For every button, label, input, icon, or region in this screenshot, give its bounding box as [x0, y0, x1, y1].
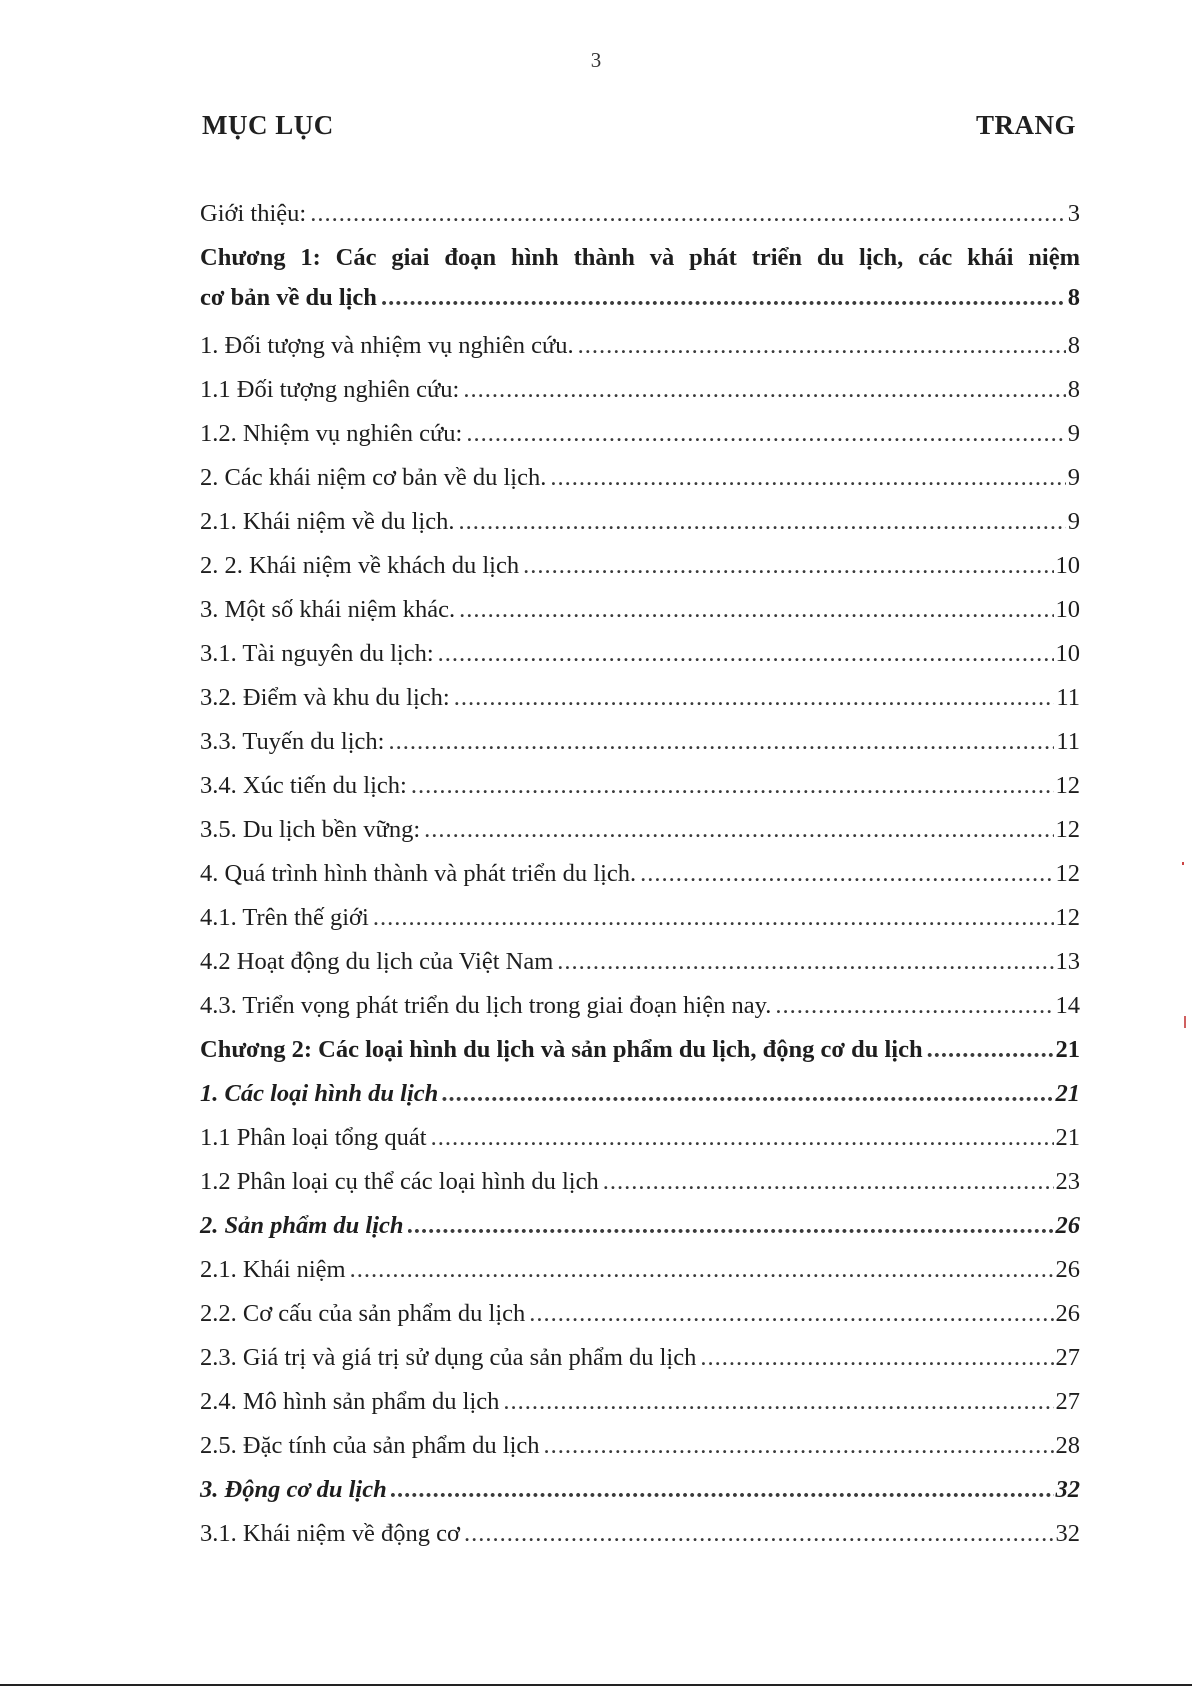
dot-leader	[640, 860, 1053, 888]
toc-entry-row	[200, 772, 1080, 800]
toc-entry-page: 8	[1067, 376, 1080, 403]
dot-leader	[442, 1080, 1053, 1108]
toc-entry-page: 27	[1055, 1388, 1080, 1415]
toc-entry-title: Chương 1: Các giai đoạn hình thành và phát triển du lịch, các khái niệm	[200, 244, 1080, 271]
toc-entry	[200, 1340, 1080, 1384]
toc-entry	[200, 1208, 1080, 1252]
toc-entry-row	[200, 1168, 1080, 1196]
toc-entry-page: 14	[1055, 992, 1080, 1019]
dot-leader	[408, 1212, 1054, 1240]
toc-entry	[200, 856, 1080, 900]
dot-leader	[544, 1432, 1054, 1460]
dot-leader	[310, 200, 1066, 228]
toc-entry-page: 21	[1055, 1036, 1080, 1063]
toc-entry-page: 32	[1055, 1476, 1080, 1503]
toc-entry-row	[200, 1300, 1080, 1328]
toc-entry-row	[200, 1256, 1080, 1284]
toc-entry-title: 2. Các khái niệm cơ bản về du lịch.	[200, 464, 547, 491]
dot-leader	[424, 816, 1053, 844]
toc-entry-page: 27	[1055, 1344, 1080, 1371]
toc-entry-row	[200, 464, 1080, 492]
toc-entry-row	[200, 1124, 1080, 1152]
toc-entry	[200, 1032, 1080, 1076]
toc-entry-page: 12	[1055, 860, 1080, 887]
dot-leader	[603, 1168, 1054, 1196]
dot-leader	[927, 1036, 1054, 1064]
toc-entry-row	[200, 728, 1080, 756]
toc-entry-title: 4.2 Hoạt động du lịch của Việt Nam	[200, 948, 554, 975]
toc-entry-row	[200, 332, 1080, 360]
toc-entry-title: 3.5. Du lịch bền vững:	[200, 816, 421, 843]
toc-entry	[200, 1164, 1080, 1208]
toc-entry-title: 1.1 Phân loại tổng quát	[200, 1124, 427, 1151]
dot-leader	[388, 728, 1054, 756]
toc-entry-page: 9	[1067, 464, 1080, 491]
toc-entry-page: 32	[1055, 1520, 1080, 1547]
toc-entry-row	[200, 552, 1080, 580]
toc-entry-title: 2.1. Khái niệm về du lịch.	[200, 508, 455, 535]
toc-entry-page: 8	[1067, 284, 1080, 311]
dot-leader	[381, 284, 1066, 312]
toc-entry	[200, 504, 1080, 548]
toc-entry-title: 2.2. Cơ cấu của sản phẩm du lịch	[200, 1300, 526, 1327]
toc-entry	[200, 768, 1080, 812]
toc-entry-page: 12	[1055, 772, 1080, 799]
toc-entry-page: 3	[1067, 200, 1080, 227]
toc-entry-page: 21	[1055, 1124, 1080, 1151]
toc-entry-row	[200, 376, 1080, 404]
toc-entry-title: 2. 2. Khái niệm về khách du lịch	[200, 552, 520, 579]
toc-entry-row	[200, 640, 1080, 668]
toc-entry-page: 9	[1067, 508, 1080, 535]
toc-entry	[200, 1076, 1080, 1120]
dot-leader	[463, 376, 1065, 404]
toc-entry-row	[200, 860, 1080, 888]
toc-entry-row	[200, 420, 1080, 448]
toc-entry	[200, 636, 1080, 680]
dot-leader	[391, 1476, 1054, 1504]
toc-entry-page: 23	[1055, 1168, 1080, 1195]
toc-entry-title: 2.1. Khái niệm	[200, 1256, 346, 1283]
toc-entry-title: 4. Quá trình hình thành và phát triển du lịch.	[200, 860, 637, 887]
toc-entry	[200, 988, 1080, 1032]
dot-leader	[438, 640, 1054, 668]
toc-entry-title: 3.3. Tuyến du lịch:	[200, 728, 385, 755]
toc-entry-title: 3.2. Điểm và khu du lịch:	[200, 684, 450, 711]
dot-leader	[459, 596, 1053, 624]
dot-leader	[550, 464, 1065, 492]
dot-leader	[578, 332, 1066, 360]
page-number: 3	[590, 48, 602, 72]
toc-entry	[200, 1472, 1080, 1516]
toc-entry-row	[200, 200, 1080, 228]
toc-entry-row	[200, 1212, 1080, 1240]
scan-artifact	[1184, 1016, 1186, 1028]
toc-entry-page: 11	[1056, 684, 1080, 711]
toc-entry-page: 21	[1055, 1080, 1080, 1107]
toc-entry-row	[200, 1476, 1080, 1504]
toc-title: MỤC LỤC	[202, 110, 334, 140]
toc-entry-page: 8	[1067, 332, 1080, 359]
dot-leader	[431, 1124, 1054, 1152]
dot-leader	[350, 1256, 1054, 1284]
toc-entry-title: 1.2. Nhiệm vụ nghiên cứu:	[200, 420, 463, 447]
toc-entry	[200, 1428, 1080, 1472]
toc-entry-title: 2. Sản phẩm du lịch	[200, 1212, 404, 1239]
toc-entry-title: 1. Các loại hình du lịch	[200, 1080, 439, 1107]
toc-entry-title: 2.4. Mô hình sản phẩm du lịch	[200, 1388, 500, 1415]
dot-leader	[700, 1344, 1053, 1372]
toc-entry	[200, 328, 1080, 372]
toc-entry-page: 13	[1055, 948, 1080, 975]
toc-entry-title: 2.3. Giá trị và giá trị sử dụng của sản phẩm du lịch	[200, 1344, 697, 1371]
toc-entry	[200, 460, 1080, 504]
toc-entry-page: 12	[1055, 816, 1080, 843]
toc-entry-row	[200, 1388, 1080, 1416]
toc-entry-title: 4.1. Trên thế giới	[200, 904, 369, 931]
toc-entry	[200, 548, 1080, 592]
toc-entry-page: 9	[1067, 420, 1080, 447]
toc-entry	[200, 900, 1080, 944]
toc-entry-title: 1.2 Phân loại cụ thể các loại hình du lịch	[200, 1168, 599, 1195]
dot-leader	[557, 948, 1053, 976]
toc-entry-page: 11	[1056, 728, 1080, 755]
toc-entry	[200, 592, 1080, 636]
toc-entry-page: 26	[1055, 1300, 1080, 1327]
toc-entry-row	[200, 284, 1080, 312]
toc-entry-title: Giới thiệu:	[200, 200, 307, 227]
toc-entry-row	[200, 904, 1080, 932]
toc-entry	[200, 1252, 1080, 1296]
table-of-contents	[200, 196, 1080, 1560]
dot-leader	[529, 1300, 1053, 1328]
toc-entry-title: 1. Đối tượng và nhiệm vụ nghiên cứu.	[200, 332, 574, 359]
toc-entry-row	[200, 992, 1080, 1020]
toc-entry-row	[200, 948, 1080, 976]
toc-entry-title: 4.3. Triển vọng phát triển du lịch trong giai đoạn hiện nay.	[200, 992, 772, 1019]
toc-entry-row	[200, 1520, 1080, 1548]
toc-entry	[200, 240, 1080, 328]
toc-entry-page: 26	[1055, 1212, 1080, 1239]
toc-entry	[200, 724, 1080, 768]
toc-entry-row	[200, 1344, 1080, 1372]
dot-leader	[523, 552, 1053, 580]
dot-leader	[775, 992, 1053, 1020]
toc-entry	[200, 1120, 1080, 1164]
toc-entry-page: 28	[1055, 1432, 1080, 1459]
toc-entry-page: 10	[1055, 640, 1080, 667]
dot-leader	[466, 420, 1065, 448]
toc-entry-row	[200, 684, 1080, 712]
scan-artifact	[1182, 862, 1184, 865]
toc-entry	[200, 196, 1080, 240]
dot-leader	[373, 904, 1054, 932]
toc-entry-title: 3.1. Tài nguyên du lịch:	[200, 640, 434, 667]
toc-entry-row	[200, 1036, 1080, 1064]
dot-leader	[411, 772, 1054, 800]
toc-entry	[200, 812, 1080, 856]
toc-entry	[200, 372, 1080, 416]
toc-entry-title: Chương 2: Các loại hình du lịch và sản phẩm du lịch, động cơ du lịch	[200, 1036, 923, 1063]
toc-entry-title: 1.1 Đối tượng nghiên cứu:	[200, 376, 460, 403]
page-column-heading: TRANG	[975, 110, 1076, 140]
toc-entry	[200, 1296, 1080, 1340]
dot-leader	[464, 1520, 1054, 1548]
toc-entry	[200, 416, 1080, 460]
toc-entry-title: 3.4. Xúc tiến du lịch:	[200, 772, 407, 799]
toc-entry	[200, 1516, 1080, 1560]
toc-entry-title: 3. Động cơ du lịch	[200, 1476, 387, 1503]
toc-entry-page: 10	[1055, 596, 1080, 623]
toc-entry	[200, 1384, 1080, 1428]
dot-leader	[454, 684, 1055, 712]
toc-entry-title: 2.5. Đặc tính của sản phẩm du lịch	[200, 1432, 540, 1459]
dot-leader	[458, 508, 1065, 536]
toc-entry	[200, 944, 1080, 988]
toc-entry-title: 3. Một số khái niệm khác.	[200, 596, 456, 623]
toc-entry-title: 3.1. Khái niệm về động cơ	[200, 1520, 460, 1547]
toc-entry-row	[200, 508, 1080, 536]
toc-entry-page: 10	[1055, 552, 1080, 579]
toc-entry-page: 12	[1055, 904, 1080, 931]
toc-entry-title-cont: cơ bản về du lịch	[200, 284, 377, 311]
toc-entry-row	[200, 1080, 1080, 1108]
toc-entry-row	[200, 596, 1080, 624]
toc-entry-row	[200, 1432, 1080, 1460]
toc-entry-row	[200, 816, 1080, 844]
dot-leader	[503, 1388, 1053, 1416]
toc-entry-page: 26	[1055, 1256, 1080, 1283]
toc-entry	[200, 680, 1080, 724]
